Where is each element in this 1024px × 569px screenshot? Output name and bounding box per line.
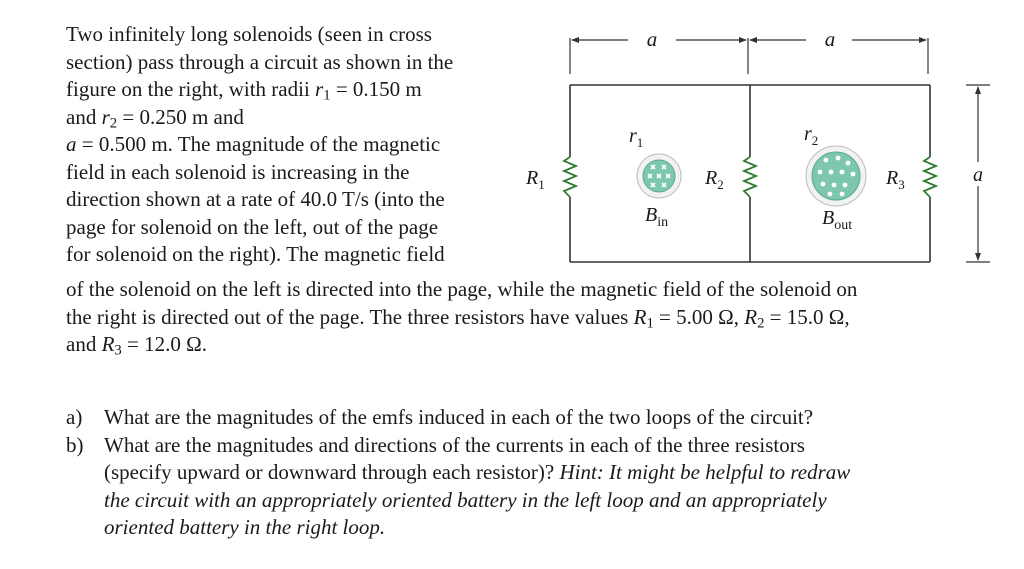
problem-line: a = 0.500 m. The magnitude of the magnetic xyxy=(66,132,441,156)
dim-a-label-right: a xyxy=(824,27,836,51)
problem-line: for solenoid on the right). The magnetic field xyxy=(66,242,445,266)
dim-a-label-vertical: a xyxy=(973,164,983,186)
resistor-r1 xyxy=(564,157,576,197)
problem-line: the right is directed out of the page. The three resistors have values $R_1 = 5.00$ Ω, $R_2 = 15.0$ Ω, xyxy=(66,304,850,332)
r2-label: $R_2$ xyxy=(705,167,724,192)
solenoid-left xyxy=(637,154,681,198)
problem-line: direction shown at a rate of 40.0 T/s (into the xyxy=(66,187,445,211)
hint-text: oriented battery in the right loop. xyxy=(104,515,386,539)
hint-text: Hint: It might be helpful to redraw xyxy=(559,460,851,484)
problem-line: section) pass through a circuit as shown in the xyxy=(66,49,454,74)
r3-label: $R_3$ xyxy=(886,167,905,192)
dim-a-label-left: a xyxy=(646,27,658,51)
problem-line: and $r_2 = 0.250$ m and xyxy=(66,104,244,132)
b-in-label: $B_{in}$ xyxy=(645,204,669,230)
problem-line: field in each solenoid is increasing in the xyxy=(66,159,410,184)
question-text: What are the magnitudes and directions of the currents in each of the three resistors xyxy=(104,432,805,457)
problem-line: and $R_3 = 12.0$ Ω. xyxy=(66,332,207,359)
problem-line: page for solenoid on the left, out of the page xyxy=(66,214,439,239)
question-text: What are the magnitudes of the emfs induced in each of the two loops of the circuit? xyxy=(104,405,814,429)
question-label: a) xyxy=(66,405,83,429)
r2-radius-label: $r_2$ xyxy=(804,123,819,148)
resistor-r3 xyxy=(924,157,936,197)
r1-label: $R_1$ xyxy=(526,167,545,192)
b-out-label: $B_{out}$ xyxy=(822,207,853,233)
hint-text: the circuit with an appropriately oriented battery in the left loop and an appropriately xyxy=(104,487,827,512)
problem-line: Two infinitely long solenoids (seen in cross xyxy=(66,22,432,46)
solenoid-right xyxy=(806,146,866,206)
question-text: (specify upward or downward through each resistor)? Hint: It might be helpful to redraw xyxy=(104,460,851,484)
dimension-top xyxy=(570,38,928,74)
question-label: b) xyxy=(66,432,84,457)
resistor-r2 xyxy=(744,157,756,197)
r1-radius-label: $r_1$ xyxy=(629,125,644,150)
problem-line: of the solenoid on the left is directed into the page, while the magnetic field of the solenoid on xyxy=(66,277,858,301)
problem-line: figure on the right, with radii $r_1 = 0.150$ m xyxy=(66,77,422,104)
